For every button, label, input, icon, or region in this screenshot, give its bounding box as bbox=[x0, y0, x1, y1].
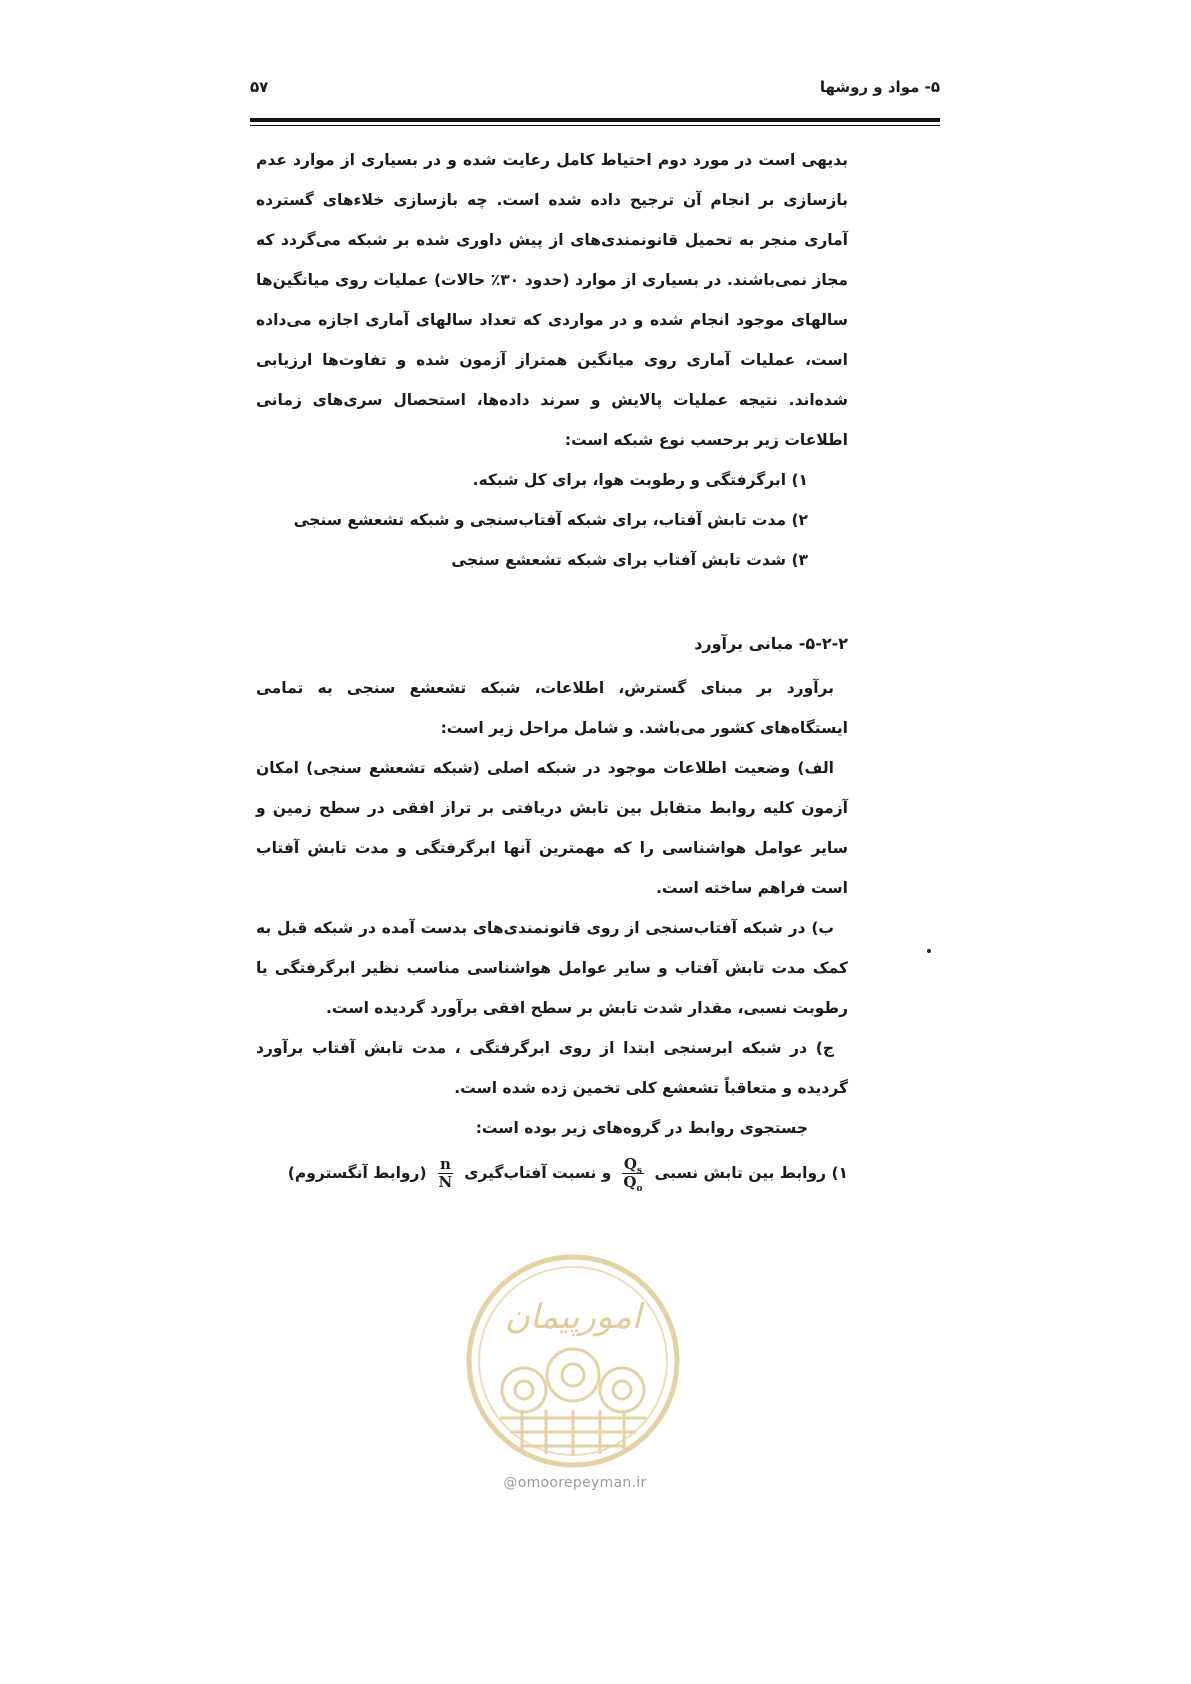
fraction-denominator: N bbox=[438, 1172, 453, 1191]
fraction-qs-qo bbox=[621, 1154, 644, 1194]
fraction-numerator: $Q_s$ bbox=[623, 1154, 643, 1176]
stray-dot bbox=[927, 949, 931, 953]
paragraph-search: جستجوی روابط در گروه‌های زیر بوده است: bbox=[475, 1119, 808, 1137]
gear-icon bbox=[502, 1349, 644, 1412]
page-header bbox=[250, 78, 940, 108]
fraction-n-N bbox=[437, 1156, 455, 1191]
formula-suffix: (روابط آنگستروم) bbox=[287, 1164, 427, 1182]
list-item: ۲) مدت تابش آفتاب، برای شبکه آفتاب‌سنجی و شبکه تشعشع سنجی bbox=[293, 511, 808, 529]
paragraph-intro: بدیهی است در مورد دوم احتیاط کامل رعایت شده و در بسیاری از موارد عدم بازسازی بر انجام آن ترجیح داده شده است. چه بازسازی خلاءهای گسترده آماری منجر به تحمیل قانونمندی‌های از پیش داوری شده بر شبکه می‌گردد که مجاز نمی‌باشند. در بسیاری از موارد (حدود ۳۰٪ حالات) عملیات روی میانگین‌ها سالهای موجود انجام شده و در مواردی که تعداد سالهای آماری اجازه می‌داده است، عملیات آماری روی میانگین همتراز آزمون شده و تفاوت‌ها ارزیابی شده‌اند. نتیجه عملیات پالایش و سرند داده‌ها، استحصال سری‌های زمانی اطلاعات زیر برحسب نوع شبکه است: bbox=[256, 151, 848, 449]
fraction-numerator: n bbox=[439, 1154, 451, 1173]
list-item: ۳) شدت تابش آفتاب برای شبکه تشعشع سنجی bbox=[451, 551, 808, 569]
body-text bbox=[256, 140, 848, 1198]
paragraph-alef: الف) وضعیت اطلاعات موجود در شبکه اصلی (شبکه تشعشع سنجی) امکان آزمون کلیه روابط متقابل بین تابش دریافتی بر تراز افقی در سطح زمین و سایر عوامل هواشناسی را که مهمترین آنها ابرگرفتگی و مدت تابش آفتاب است فراهم ساخته است. bbox=[256, 759, 848, 897]
running-title: ۵- مواد و روشها bbox=[819, 78, 940, 96]
section-heading: ۵-۲-۲- مبانی برآورد bbox=[694, 634, 848, 653]
paragraph-be: ب) در شبکه آفتاب‌سنجی از روی قانونمندی‌های بدست آمده در شبکه قبل به کمک مدت تابش آفتاب و سایر عوامل هواشناسی مناسب نظیر ابرگرفتگی یا رطوبت نسبی، مقدار شدت تابش بر سطح افقی برآورد گردیده است. bbox=[256, 919, 848, 1017]
fraction-denominator: $Q_o$ bbox=[623, 1172, 643, 1194]
formula-middle: و نسبت آفتاب‌گیری bbox=[464, 1164, 612, 1182]
watermark-logo bbox=[462, 1250, 684, 1472]
list-item: ۱) ابرگرفتگی و رطوبت هوا، برای کل شبکه. bbox=[472, 471, 808, 489]
watermark-url: @omoorepeyman.ir bbox=[503, 1475, 647, 1491]
paragraph-estimation: برآورد بر مبنای گسترش، اطلاعات، شبکه تشعشع سنجی به تمامی ایستگاه‌های کشور می‌باشد. و شامل مراحل زیر است: bbox=[256, 679, 848, 737]
header-rule-thick bbox=[250, 118, 940, 122]
page-number: ۵۷ bbox=[250, 78, 269, 96]
formula-prefix: ۱) روابط بین تابش نسبی bbox=[654, 1164, 848, 1182]
paragraph-jim: ج) در شبکه ابرسنجی ابتدا از روی ابرگرفتگی ، مدت تابش آفتاب برآورد گردیده و متعاقباً تشعشع کلی تخمین زده شده است. bbox=[256, 1039, 848, 1097]
grid-icon bbox=[500, 1410, 646, 1456]
header-rule-thin bbox=[250, 125, 940, 126]
watermark-logo-text: امورپیمان bbox=[504, 1297, 642, 1337]
formula-line bbox=[256, 1148, 848, 1198]
